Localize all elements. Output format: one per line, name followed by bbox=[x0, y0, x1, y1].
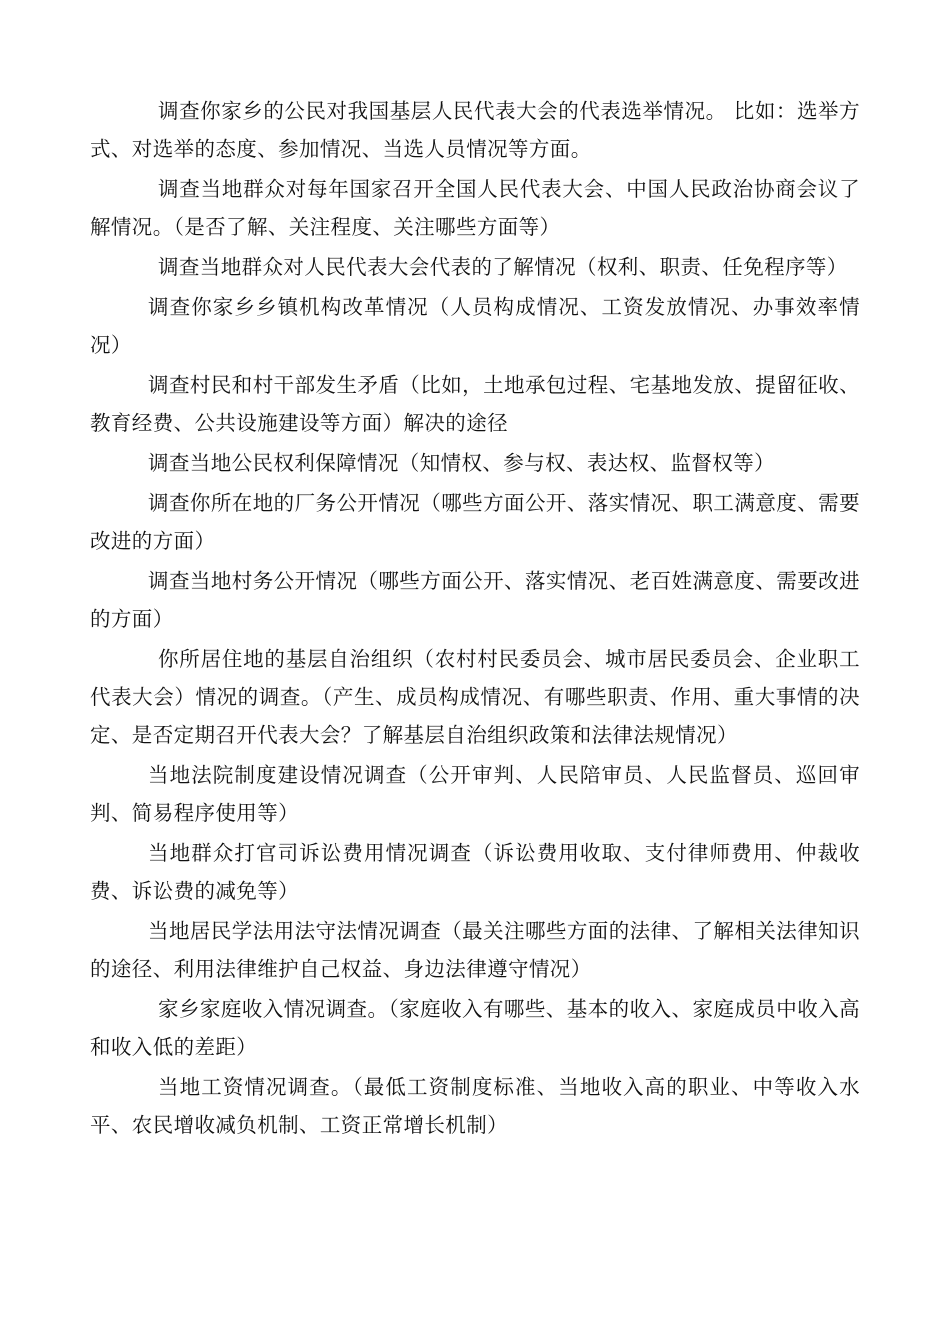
paragraph-4: 调查你家乡乡镇机构改革情况（人员构成情况、工资发放情况、办事效率情况） bbox=[90, 295, 860, 357]
paragraph-5: 调查村民和村干部发生矛盾（比如，土地承包过程、宅基地发放、提留征收、教育经费、公共设施建设等方面）解决的途径 bbox=[90, 373, 860, 435]
paragraph-7: 调查你所在地的厂务公开情况（哪些方面公开、落实情况、职工满意度、需要改进的方面） bbox=[90, 491, 860, 553]
document-body bbox=[90, 92, 860, 1146]
paragraph-8: 调查当地村务公开情况（哪些方面公开、落实情况、老百姓满意度、需要改进的方面） bbox=[90, 569, 860, 631]
paragraph-14: 当地工资情况调查。（最低工资制度标准、当地收入高的职业、中等收入水平、农民增收减负机制、工资正常增长机制） bbox=[90, 1075, 860, 1137]
paragraph-2: 调查当地群众对每年国家召开全国人民代表大会、中国人民政治协商会议了解情况。（是否了解、关注程度、关注哪些方面等） bbox=[90, 177, 860, 239]
paragraph-11: 当地群众打官司诉讼费用情况调查（诉讼费用收取、支付律师费用、仲裁收费、诉讼费的减免等） bbox=[90, 841, 860, 903]
paragraph-13: 家乡家庭收入情况调查。（家庭收入有哪些、基本的收入、家庭成员中收入高和收入低的差距） bbox=[90, 997, 860, 1059]
paragraph-6: 调查当地公民权利保障情况（知情权、参与权、表达权、监督权等） bbox=[148, 451, 775, 475]
paragraph-9: 你所居住地的基层自治组织（农村村民委员会、城市居民委员会、企业职工代表大会）情况的调查。（产生、成员构成情况、有哪些职责、作用、重大事情的决定、是否定期召开代表大会？了解基层自治组织政策和法律法规情况） bbox=[90, 647, 860, 747]
paragraph-12: 当地居民学法用法守法情况调查（最关注哪些方面的法律、了解相关法律知识的途径、利用法律维护自己权益、身边法律遵守情况） bbox=[90, 919, 860, 981]
paragraph-10: 当地法院制度建设情况调查（公开审判、人民陪审员、人民监督员、巡回审判、简易程序使用等） bbox=[90, 763, 860, 825]
paragraph-3: 调查当地群众对人民代表大会代表的了解情况（权利、职责、任免程序等） bbox=[158, 255, 848, 279]
paragraph-1: 调查你家乡的公民对我国基层人民代表大会的代表选举情况。 比如：选举方式、对选举的态度、参加情况、当选人员情况等方面。 bbox=[90, 99, 860, 161]
